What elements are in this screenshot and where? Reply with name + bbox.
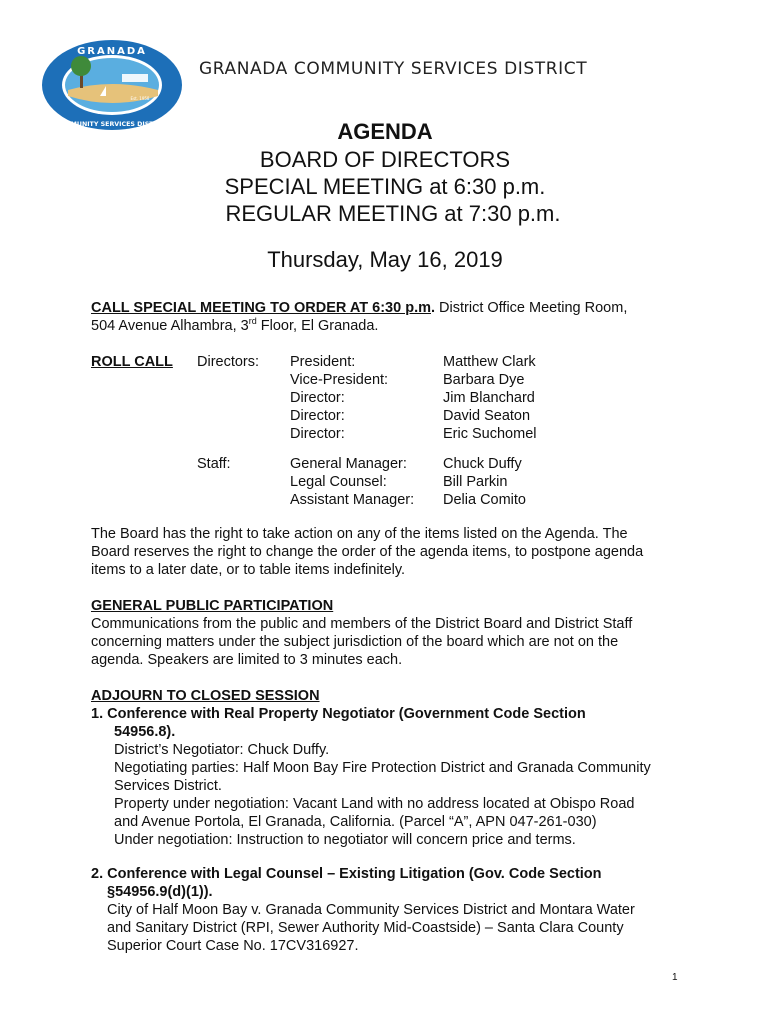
svg-text:COMMUNITY SERVICES DISTRICT: COMMUNITY SERVICES DISTRICT xyxy=(54,121,170,128)
staff-names: Chuck Duffy Bill Parkin Delia Comito xyxy=(443,456,526,508)
closed-session: ADJOURN TO CLOSED SESSION 1. Conference with Real Property Negotiator (Government Code Section 54956.8). xyxy=(91,687,691,741)
staff-label: Staff: xyxy=(197,456,231,472)
item2-details: City of Half Moon Bay v. Granada Community Services District and Montara Water and Sanitary District (RPI, Sewer Authority Mid-Coastside) – Santa Clara County Superior Court Case No. 17CV316927. xyxy=(107,902,635,954)
item1-title: 1. Conference with Real Property Negotiator (Government Code Section xyxy=(91,706,586,722)
item1-details: District’s Negotiator: Chuck Duffy. Negotiating parties: Half Moon Bay Fire Protection District and Granada Community Services District. Property under negotiation: Vacant Land with no address located at Obispo Road and Avenue Portola, El Granada, California. (Parcel “A”, APN 047-261-030) Under negotiation: Instruction to negotiator will concern price and terms. xyxy=(114,742,651,848)
call-to-order: CALL SPECIAL MEETING TO ORDER AT 6:30 p.m. District Office Meeting Room, 504 Avenue Alhambra, 3rd Floor, El Granada. xyxy=(91,300,628,334)
call-to-order-location: District Office Meeting Room, xyxy=(435,300,628,316)
board-rights-paragraph: The Board has the right to take action on any of the items listed on the Agenda. The Board reserves the right to change the order of the agenda items, to postpone agenda items to a later date, or to table items indefinitely. xyxy=(91,526,644,578)
closed-session-heading: ADJOURN TO CLOSED SESSION xyxy=(91,688,320,704)
organization-name: GRANADA COMMUNITY SERVICES DISTRICT xyxy=(199,59,588,79)
directors-label: Directors: xyxy=(197,354,260,370)
directors-roles: President: Vice-President: Director: Director: Director: xyxy=(290,354,389,442)
item2-title: 2. Conference with Legal Counsel – Existing Litigation (Gov. Code Section xyxy=(91,866,602,882)
item2: 2. Conference with Legal Counsel – Existing Litigation (Gov. Code Section §54956.9(d)(1)). xyxy=(91,865,691,901)
regular-meeting-title: REGULAR MEETING at 7:30 p.m. xyxy=(225,201,561,226)
directors-names: Matthew Clark Barbara Dye Jim Blanchard David Seaton Eric Suchomel xyxy=(443,354,537,442)
staff-roles: General Manager: Legal Counsel: Assistant Manager: xyxy=(290,456,415,508)
agenda-title: AGENDA xyxy=(337,119,433,144)
svg-text:Est. 1958: Est. 1958 xyxy=(130,96,150,101)
roll-call-heading: ROLL CALL xyxy=(91,354,173,370)
call-to-order-heading: CALL SPECIAL MEETING TO ORDER AT 6:30 p.m xyxy=(91,300,431,316)
board-title: BOARD OF DIRECTORS xyxy=(259,147,511,172)
public-participation: GENERAL PUBLIC PARTICIPATION Communications from the public and members of the District Board and District Staff concerning matters under the subject jurisdiction of the board which are not on the agenda. Speakers are limited to 3 minutes each. xyxy=(91,597,691,669)
meeting-date: Thursday, May 16, 2019 xyxy=(267,247,503,272)
svg-text:GRANADA: GRANADA xyxy=(77,46,147,57)
page-number: 1 xyxy=(672,972,678,983)
public-participation-heading: GENERAL PUBLIC PARTICIPATION xyxy=(91,598,334,614)
special-meeting-title: SPECIAL MEETING at 6:30 p.m. xyxy=(224,174,546,199)
